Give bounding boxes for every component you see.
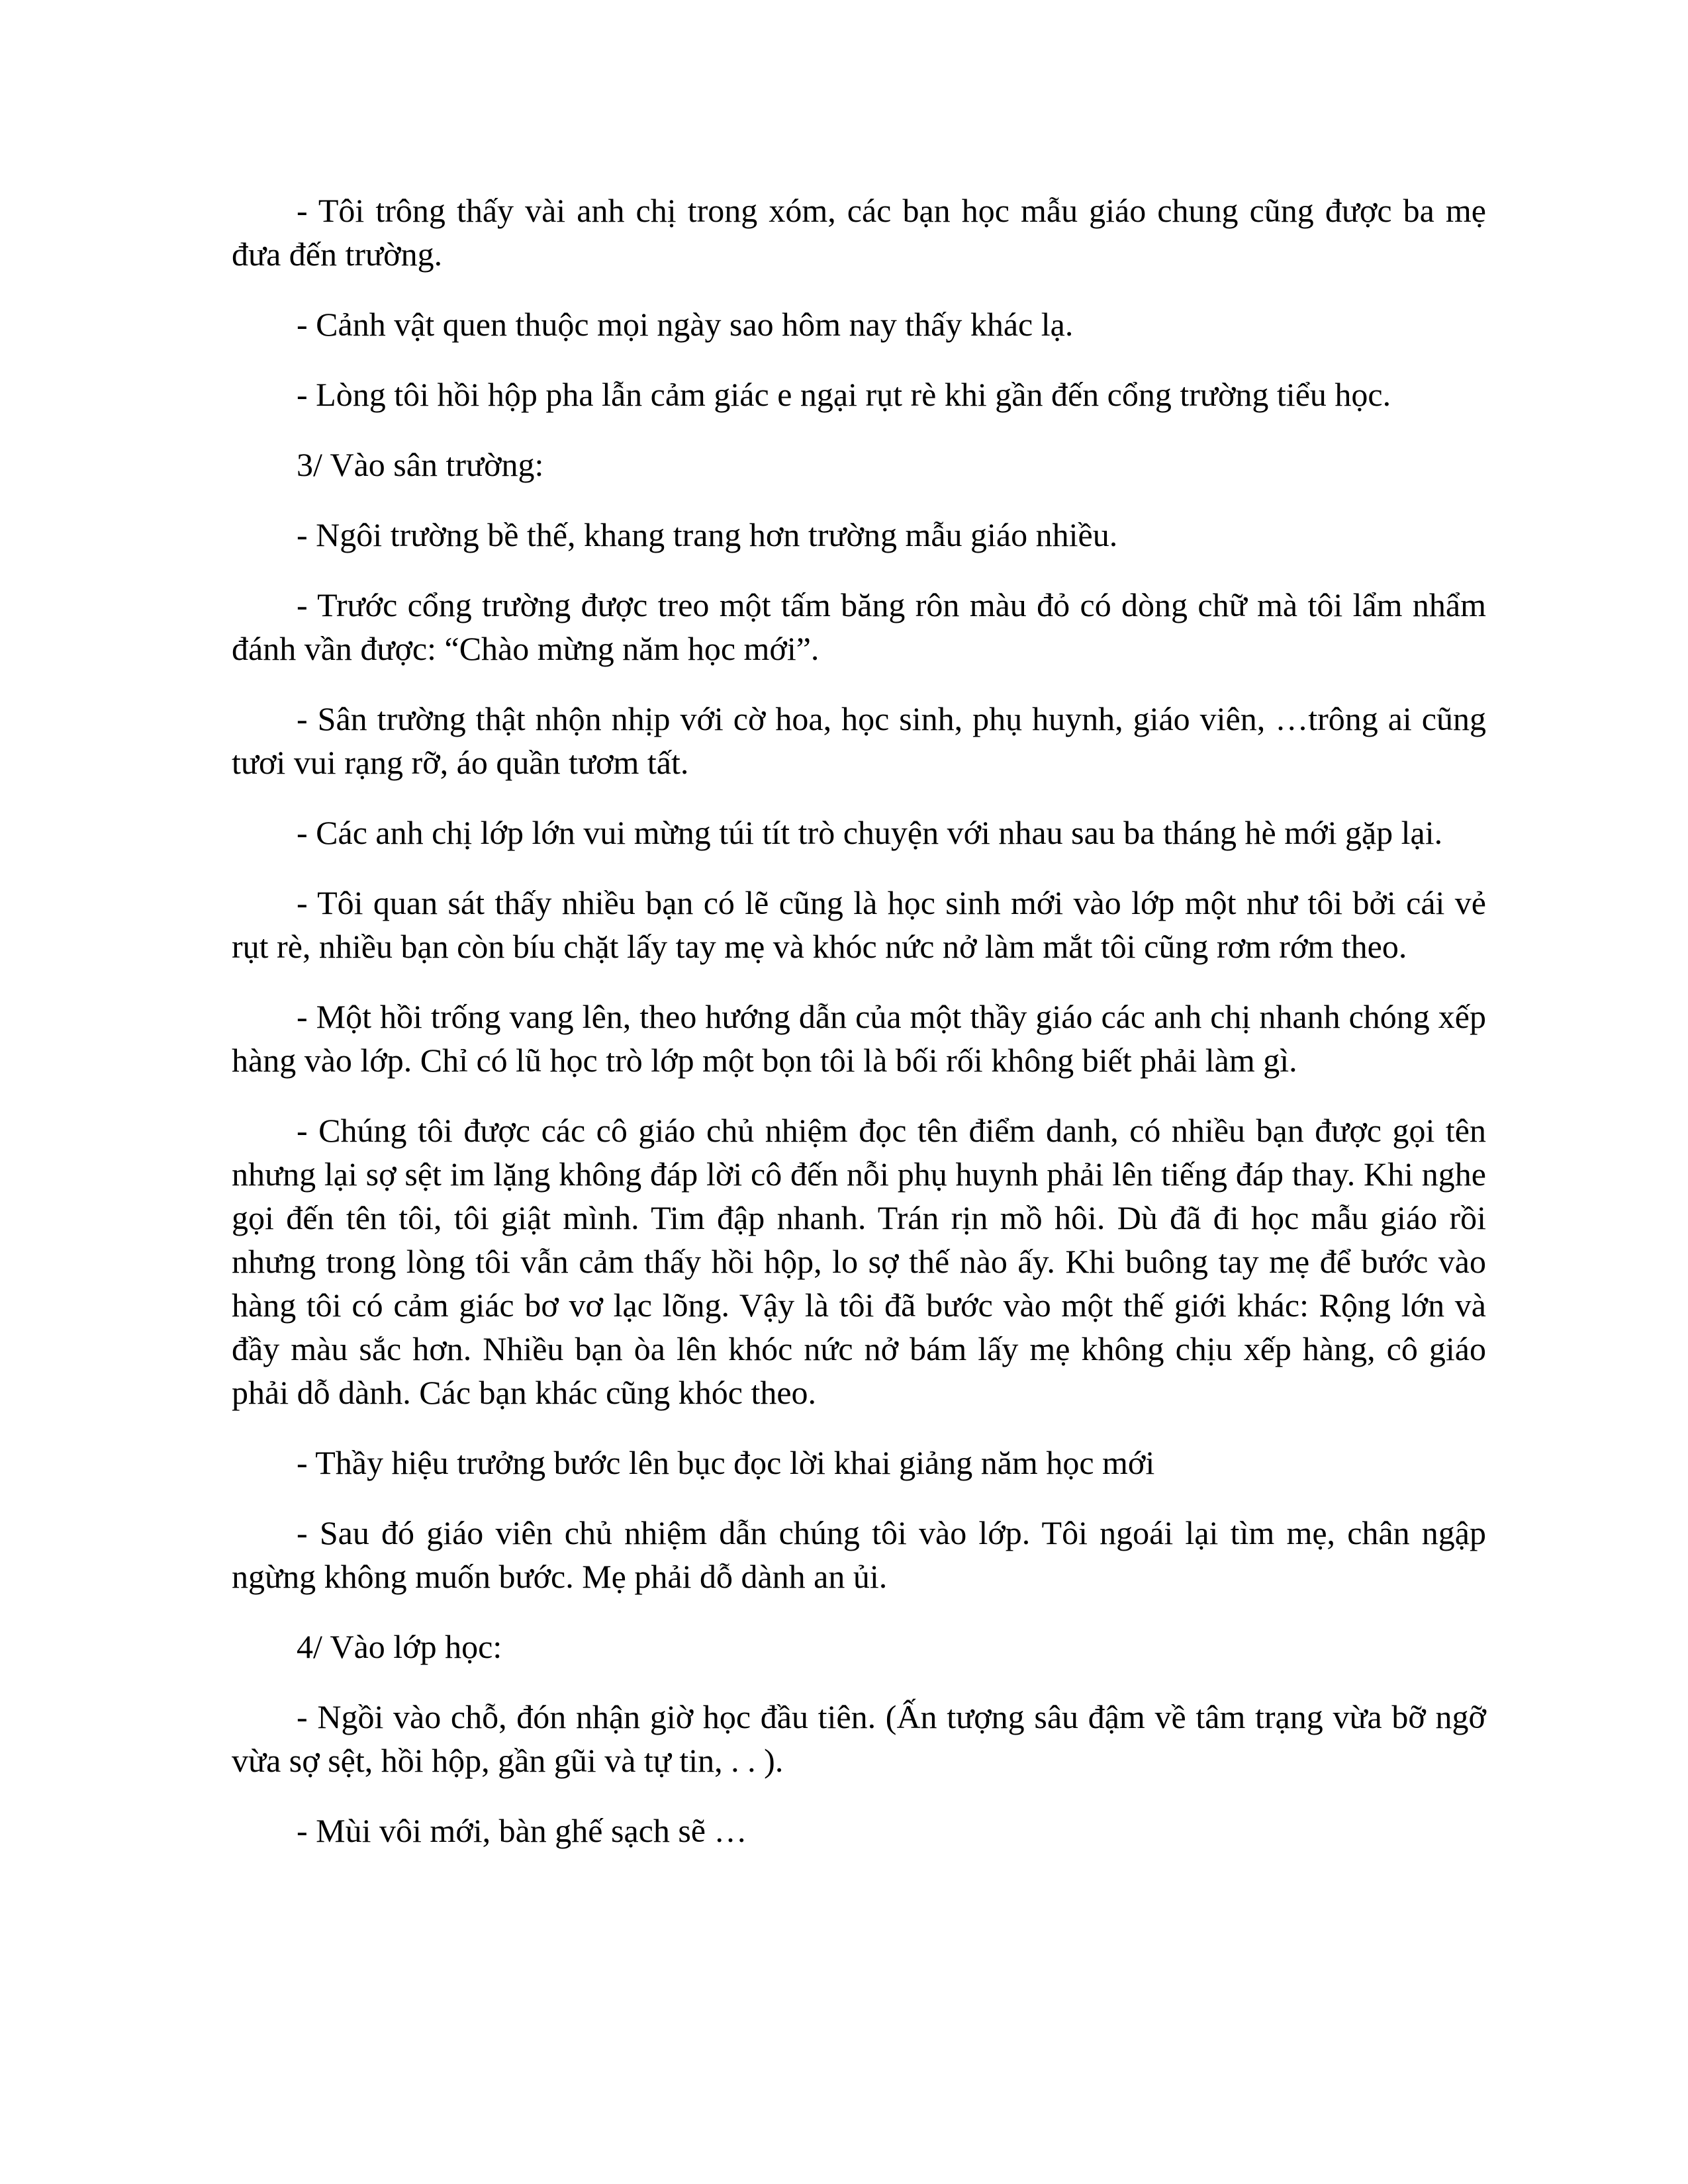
paragraph: - Ngôi trường bề thế, khang trang hơn trường mẫu giáo nhiều. — [297, 516, 1118, 553]
document-body — [232, 189, 1486, 1879]
paragraph: - Một hồi trống vang lên, theo hướng dẫn của một thầy giáo các anh chị nhanh chóng xếp hàng vào lớp. Chỉ có lũ học trò lớp một bọn tôi là bối rối không biết phải làm gì. — [232, 998, 1486, 1079]
paragraph: - Chúng tôi được các cô giáo chủ nhiệm đọc tên điểm danh, có nhiều bạn được gọi tên nhưng lại sợ sệt im lặng không đáp lời cô đến nỗi phụ huynh phải lên tiếng đáp thay. Khi nghe gọi đến tên tôi, tôi giật mình. Tim đập nhanh. Trán rịn mồ hôi. Dù đã đi học mẫu giáo rồi nhưng trong lòng tôi vẫn cảm thấy hồi hộp, lo sợ thế nào ấy. Khi buông tay mẹ để bước vào hàng tôi có cảm giác bơ vơ lạc lõng. Vậy là tôi đã bước vào một thế giới khác: Rộng lớn và đầy màu sắc hơn. Nhiều bạn òa lên khóc nức nở bám lấy mẹ không chịu xếp hàng, cô giáo phải dỗ dành. Các bạn khác cũng khóc theo. — [232, 1112, 1486, 1411]
section-heading: 4/ Vào lớp học: — [297, 1628, 502, 1665]
paragraph: - Ngồi vào chỗ, đón nhận giờ học đầu tiên. (Ấn tượng sâu đậm về tâm trạng vừa bỡ ngỡ vừa sợ sệt, hồi hộp, gần gũi và tự tin, . . ). — [232, 1698, 1486, 1779]
paragraph: - Thầy hiệu trưởng bước lên bục đọc lời khai giảng năm học mới — [297, 1444, 1155, 1481]
paragraph: - Cảnh vật quen thuộc mọi ngày sao hôm nay thấy khác lạ. — [297, 306, 1074, 343]
paragraph: - Lòng tôi hồi hộp pha lẫn cảm giác e ngại rụt rè khi gần đến cổng trường tiểu học. — [297, 376, 1391, 413]
paragraph: - Tôi quan sát thấy nhiều bạn có lẽ cũng là học sinh mới vào lớp một như tôi bởi cái vẻ rụt rè, nhiều bạn còn bíu chặt lấy tay mẹ và khóc nức nở làm mắt tôi cũng rơm rớm theo. — [232, 884, 1486, 965]
paragraph: - Tôi trông thấy vài anh chị trong xóm, các bạn học mẫu giáo chung cũng được ba mẹ đưa đến trường. — [232, 192, 1486, 273]
paragraph: - Các anh chị lớp lớn vui mừng túi tít trò chuyện với nhau sau ba tháng hè mới gặp lại. — [297, 814, 1443, 851]
paragraph: - Trước cổng trường được treo một tấm băng rôn màu đỏ có dòng chữ mà tôi lẩm nhẩm đánh vần được: “Chào mừng năm học mới”. — [232, 586, 1486, 667]
paragraph: - Mùi vôi mới, bàn ghế sạch sẽ … — [297, 1812, 747, 1849]
paragraph: - Sân trường thật nhộn nhịp với cờ hoa, học sinh, phụ huynh, giáo viên, …trông ai cũng tươi vui rạng rỡ, áo quần tươm tất. — [232, 700, 1486, 781]
section-heading: 3/ Vào sân trường: — [297, 446, 544, 483]
paragraph: - Sau đó giáo viên chủ nhiệm dẫn chúng tôi vào lớp. Tôi ngoái lại tìm mẹ, chân ngập ngừng không muốn bước. Mẹ phải dỗ dành an ủi. — [232, 1514, 1486, 1595]
